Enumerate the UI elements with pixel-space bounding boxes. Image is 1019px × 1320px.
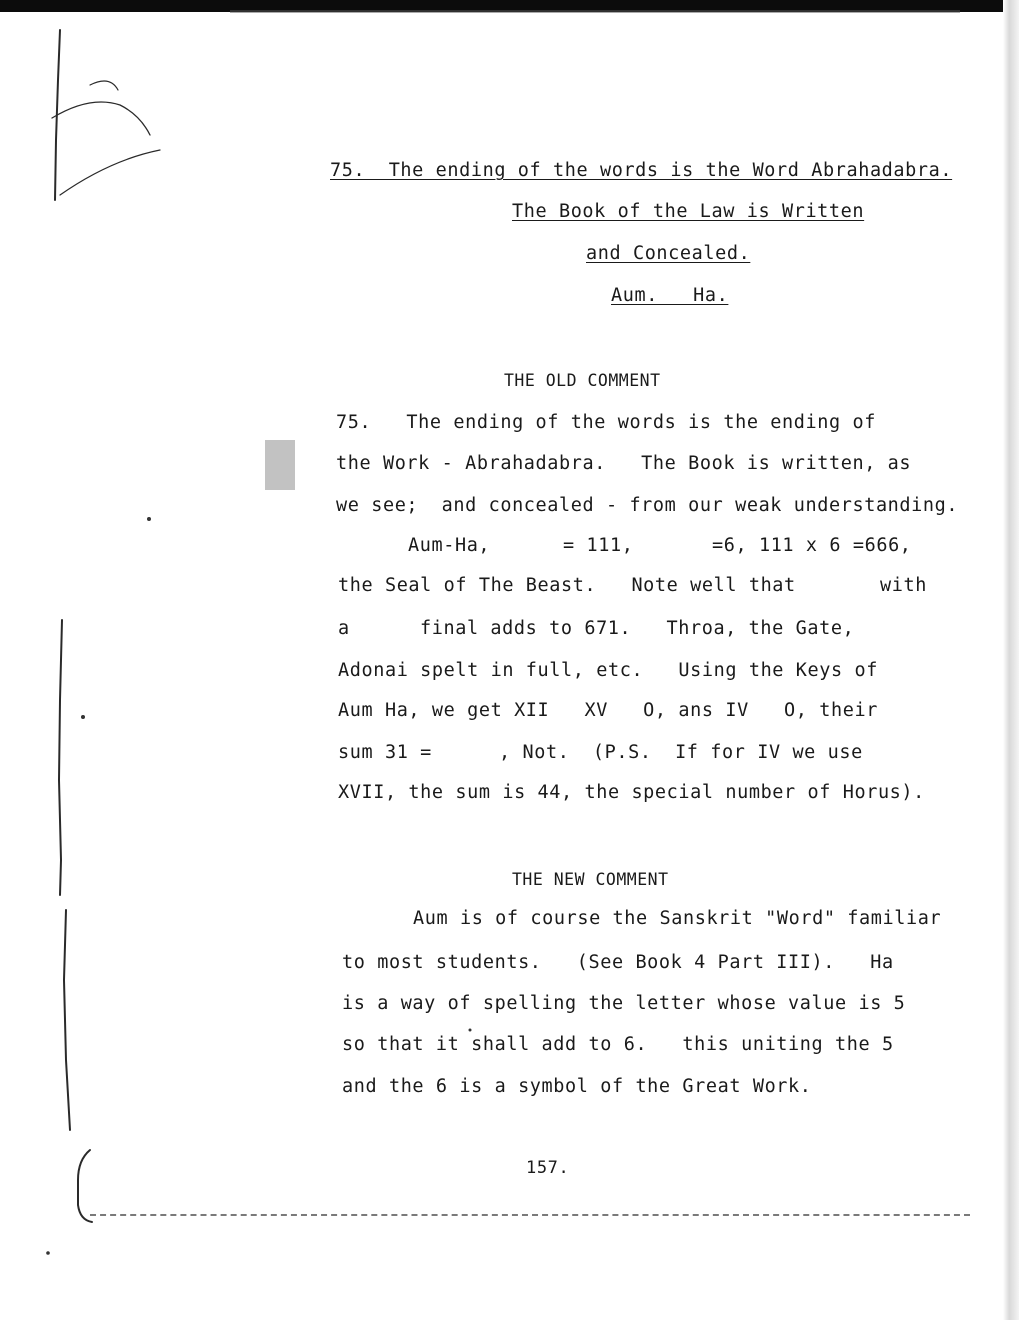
old-comment-line: Adonai spelt in full, etc. Using the Keys of — [338, 660, 878, 681]
old-comment-line: sum 31 = — [338, 742, 432, 763]
old-comment-line: , Not. (P.S. If for IV we use — [499, 742, 863, 763]
old-comment-line: Aum Ha, we get XII XV O, ans IV O, their — [338, 700, 878, 721]
page-number: 157. — [526, 1158, 570, 1178]
scan-bottom-rule — [90, 1214, 970, 1216]
margin-bracket-bottom — [78, 1150, 92, 1222]
old-comment-heading: THE OLD COMMENT — [504, 371, 661, 390]
new-comment-line: is a way of spelling the letter whose value is 5 — [342, 993, 906, 1014]
old-comment-line: =6, 111 x 6 =666, — [712, 535, 912, 556]
verse-line-1: 75. The ending of the words is the Word Abrahadabra. — [330, 160, 953, 181]
old-comment-line: 75. The ending of the words is the ending of — [336, 412, 876, 433]
old-comment-line: the Seal of The Beast. Note well that — [338, 575, 796, 596]
old-comment-line: we see; and concealed - from our weak understanding. — [336, 495, 959, 516]
old-comment-line: Aum-Ha, — [408, 535, 491, 556]
old-comment-line: = 111, — [563, 535, 634, 556]
new-comment-line: Aum is of course the Sanskrit "Word" familiar — [413, 908, 942, 929]
new-comment-line: so that it shall add to 6. this uniting the 5 — [342, 1034, 894, 1055]
new-comment-heading: THE NEW COMMENT — [512, 870, 669, 889]
new-comment-line: and the 6 is a symbol of the Great Work. — [342, 1076, 812, 1097]
verse-line-3: and Concealed. — [586, 243, 751, 264]
margin-line-lower — [64, 910, 70, 1130]
verse-line-2: The Book of the Law is Written — [512, 201, 865, 222]
margin-line-middle — [59, 620, 62, 895]
old-comment-line: final adds to 671. Throa, the Gate, — [420, 618, 855, 639]
old-comment-line: with — [880, 575, 927, 596]
verse-line-4: Aum. Ha. — [611, 285, 729, 306]
old-comment-line: XVII, the sum is 44, the special number of Horus). — [338, 782, 925, 803]
new-comment-line: to most students. (See Book 4 Part III). Ha — [342, 952, 894, 973]
old-comment-line: the Work - Abrahadabra. The Book is written, as — [336, 453, 912, 474]
old-comment-line: a — [338, 618, 350, 639]
